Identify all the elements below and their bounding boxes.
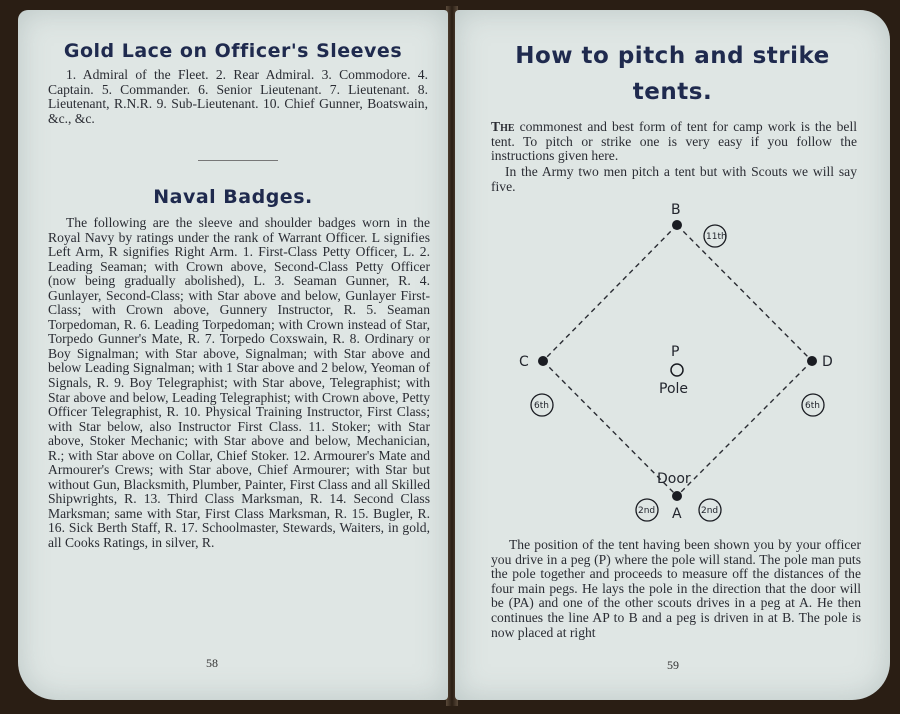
line-b-c (543, 225, 680, 361)
line-d-a (677, 361, 812, 496)
badge-a-left: 2nd (638, 506, 656, 516)
label-b: B (671, 202, 681, 218)
naval-badges-text: The following are the sleeve and shoulder badges worn in the Royal Navy by ratings under the rank of Warrant Officer. L signifies Left Arm, R signifies Right Arm. 1. First-Class Petty Officer, L. 2. Leading Seaman; with Crown above, Second-Class Petty Officer (now being gradually abolished), L. 3. Seaman Gunner, R. 4. Gunlayer, Second-Class; with Star above and below, Gunlayer First-Class; with Crown above, Gunnery Instructor, R. 5. Seaman Torpedoman, R. 6. Leading Torpedoman; with Crown instead of Star, Torpedo Gunner's Mate, R. 7. Torpedo Coxswain, R. 8. Ordinary or Boy Signalman; with Star above, Signalman; with Star above and below Leading Signalman; with 1 Star above and 2 below, Yeoman of Signals, R. 9. Boy Telegraphist; with Star above, Telegraphist; with Star above and below, Leading Telegraphist; with Crown above, Petty Officer Telegraphist, R. 10. Physical Training Instructor, First Class; with Star below, also Instructor First Class. 11. Stoker; with Star above, Stoker Mechanic; with Star above and below, Mechanician, R.; with Star above on Collar, Chief Stoker. 12. Armourer's Mate and Armourer's Crews; with Star above, Chief Armourer; with Star but without Gun, Blacksmith, Plumber, Painter, First Class and all Skilled Shipwrights, R. 13. Third Class Marksman, R. 14. Second Class Marksman; same with Star, First Class Marksman, R. 15. Bugler, R. 16. Sick Berth Staff, R. 17. Schoolmaster, Stewards, Waiters, in gold, all Cooks Ratings, in silver, R. (48, 215, 430, 551)
badge-b: 11th (706, 232, 727, 242)
peg-c-dot (538, 356, 548, 366)
label-door: Door (657, 471, 691, 487)
badge-d: 6th (805, 401, 820, 411)
tent-body-text: The position of the tent having been shown you by your officer you drive in a peg (P) where the pole will stand. The pole man puts the pole together and proceeds to measure off the distances of the four main pegs. He lays the pole in the direction that the door will be (PA) and one of the other scouts drives in a peg at A. He then continues the line AP to B and a peg is driven in at B. The pole is now placed at right (491, 537, 861, 640)
pole-peg-circle (671, 364, 683, 376)
heading-gold-lace: Gold Lace on Officer's Sleeves (63, 40, 403, 62)
page-number-right: 59 (667, 658, 679, 672)
label-pole: Pole (659, 381, 689, 397)
intro-text: commonest and best form of tent for camp work is the bell tent. To pitch or strike one is very easy if you follow the instructions given here. (491, 119, 857, 164)
label-p: P (671, 344, 680, 360)
tent-intro (491, 120, 857, 164)
tent-title-line1: How to pitch and strike (515, 43, 830, 69)
gold-lace-list: 1. Admiral of the Fleet. 2. Rear Admiral. 3. Commodore. 4. Captain. 5. Commander. 6. Senior Lieutenant. 7. Lieutenant. 8. Lieutenant, R.N.R. 9. Sub-Lieutenant. 10. Chief Gunner, Boatswain, &c., &c. (48, 67, 428, 126)
intro-lead-word: The (491, 119, 515, 134)
heading-naval-badges: Naval Badges. (153, 186, 313, 208)
badge-a-right: 2nd (701, 506, 719, 516)
badge-c: 6th (534, 401, 549, 411)
left-page (18, 10, 448, 700)
label-a: A (672, 506, 682, 522)
line-b-d (677, 225, 812, 361)
tent-pitch-diagram (495, 198, 855, 538)
peg-a-dot (672, 491, 682, 501)
section-divider (198, 160, 278, 161)
tent-title-line2: tents. (632, 79, 713, 105)
label-c: C (519, 354, 529, 370)
intro-text-2: In the Army two men pitch a tent but with Scouts we will say five. (491, 164, 857, 194)
right-page (455, 10, 890, 700)
label-d: D (822, 354, 833, 370)
peg-b-dot (672, 220, 682, 230)
page-number-left: 58 (206, 656, 218, 670)
peg-d-dot (807, 356, 817, 366)
